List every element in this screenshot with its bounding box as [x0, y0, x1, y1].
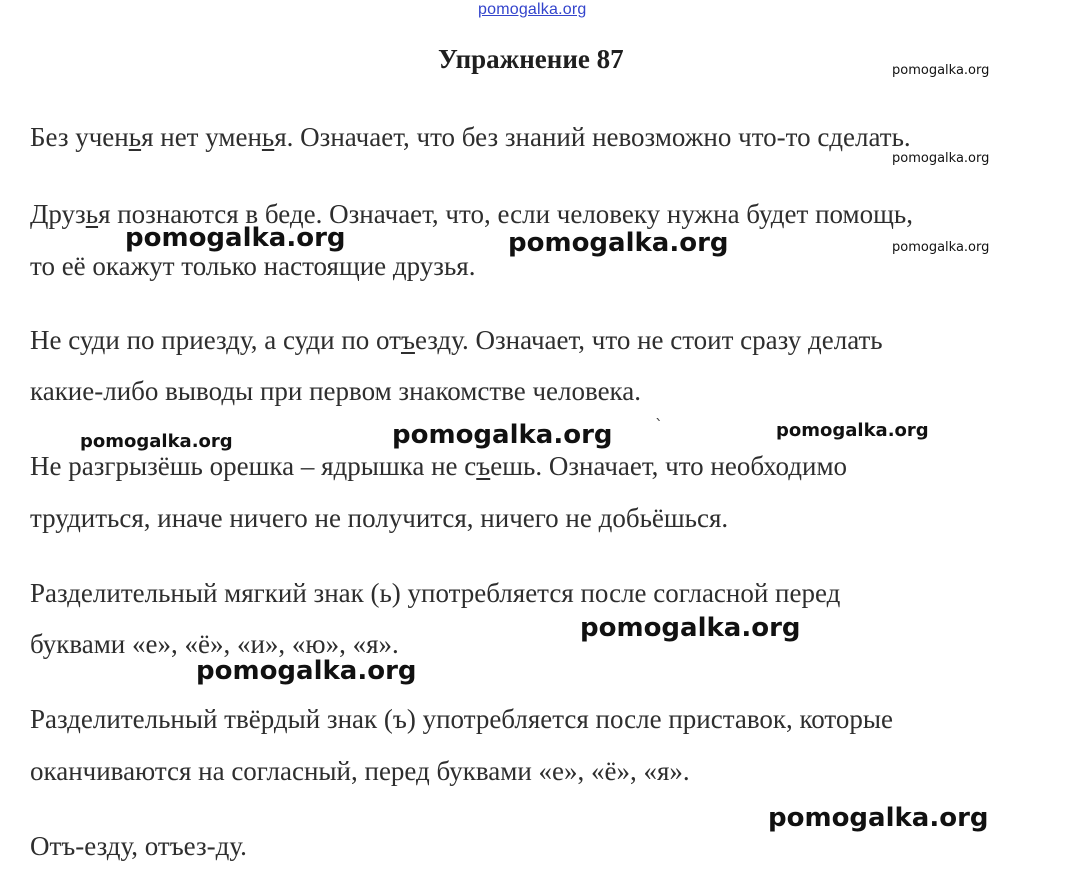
- watermark: pomogalka.org: [125, 223, 346, 253]
- paragraph-3-line-1: [30, 324, 883, 356]
- text-fragment: я познаются в беде. Означает, что, если человеку нужна будет помощь,: [98, 199, 913, 229]
- text-fragment: ешь. Означает, что необходимо: [490, 451, 848, 481]
- underlined-letter: ь: [85, 199, 99, 229]
- watermark: pomogalka.org: [892, 63, 990, 78]
- text-fragment: Не суди по приезду, а суди по от: [30, 325, 401, 355]
- scan-speck: ˋ: [655, 416, 663, 435]
- paragraph-2-line-2: то её окажут только настоящие друзья.: [30, 251, 476, 281]
- text-fragment: езду. Означает, что не стоит сразу делать: [414, 325, 883, 355]
- text-fragment: я нет умен: [141, 122, 262, 152]
- paragraph-3-line-2: какие-либо выводы при первом знакомстве человека.: [30, 376, 641, 406]
- watermark: pomogalka.org: [580, 613, 801, 643]
- watermark: pomogalka.org: [80, 431, 233, 452]
- text-fragment: я. Означает, что без знаний невозможно что-то сделать.: [274, 122, 911, 152]
- underlined-letter: ь: [261, 122, 275, 152]
- watermark: pomogalka.org: [892, 151, 990, 166]
- paragraph-6-line-1: Разделительный твёрдый знак (ъ) употребляется после приставок, которые: [30, 704, 893, 734]
- paragraph-5-line-2: буквами «е», «ё», «и», «ю», «я».: [30, 629, 399, 659]
- paragraph-6-line-2: оканчиваются на согласный, перед буквами «е», «ё», «я».: [30, 756, 690, 786]
- text-fragment: Друз: [30, 199, 86, 229]
- underlined-letter: ъ: [400, 325, 415, 355]
- paragraph-1-line-1: [30, 121, 911, 153]
- watermark: pomogalka.org: [392, 420, 613, 450]
- text-fragment: Не разгрызёшь орешка – ядрышка не с: [30, 451, 477, 481]
- paragraph-4-line-2: трудиться, иначе ничего не получится, ничего не добьёшься.: [30, 503, 729, 533]
- exercise-title: Упражнение 87: [438, 44, 624, 74]
- paragraph-4-line-1: [30, 450, 847, 482]
- watermark: pomogalka.org: [508, 228, 729, 258]
- text-fragment: Без учен: [30, 122, 129, 152]
- watermark: pomogalka.org: [892, 240, 990, 255]
- underlined-letter: ъ: [476, 451, 491, 481]
- watermark: pomogalka.org: [196, 656, 417, 686]
- paragraph-5-line-1: Разделительный мягкий знак (ь) употребляется после согласной перед: [30, 578, 841, 608]
- watermark: pomogalka.org: [768, 803, 989, 833]
- underlined-letter: ь: [128, 122, 142, 152]
- watermark: pomogalka.org: [776, 420, 929, 441]
- paragraph-7-line-1: Отъ-езду, отъез-ду.: [30, 831, 247, 861]
- site-link[interactable]: pomogalka.org: [478, 1, 587, 18]
